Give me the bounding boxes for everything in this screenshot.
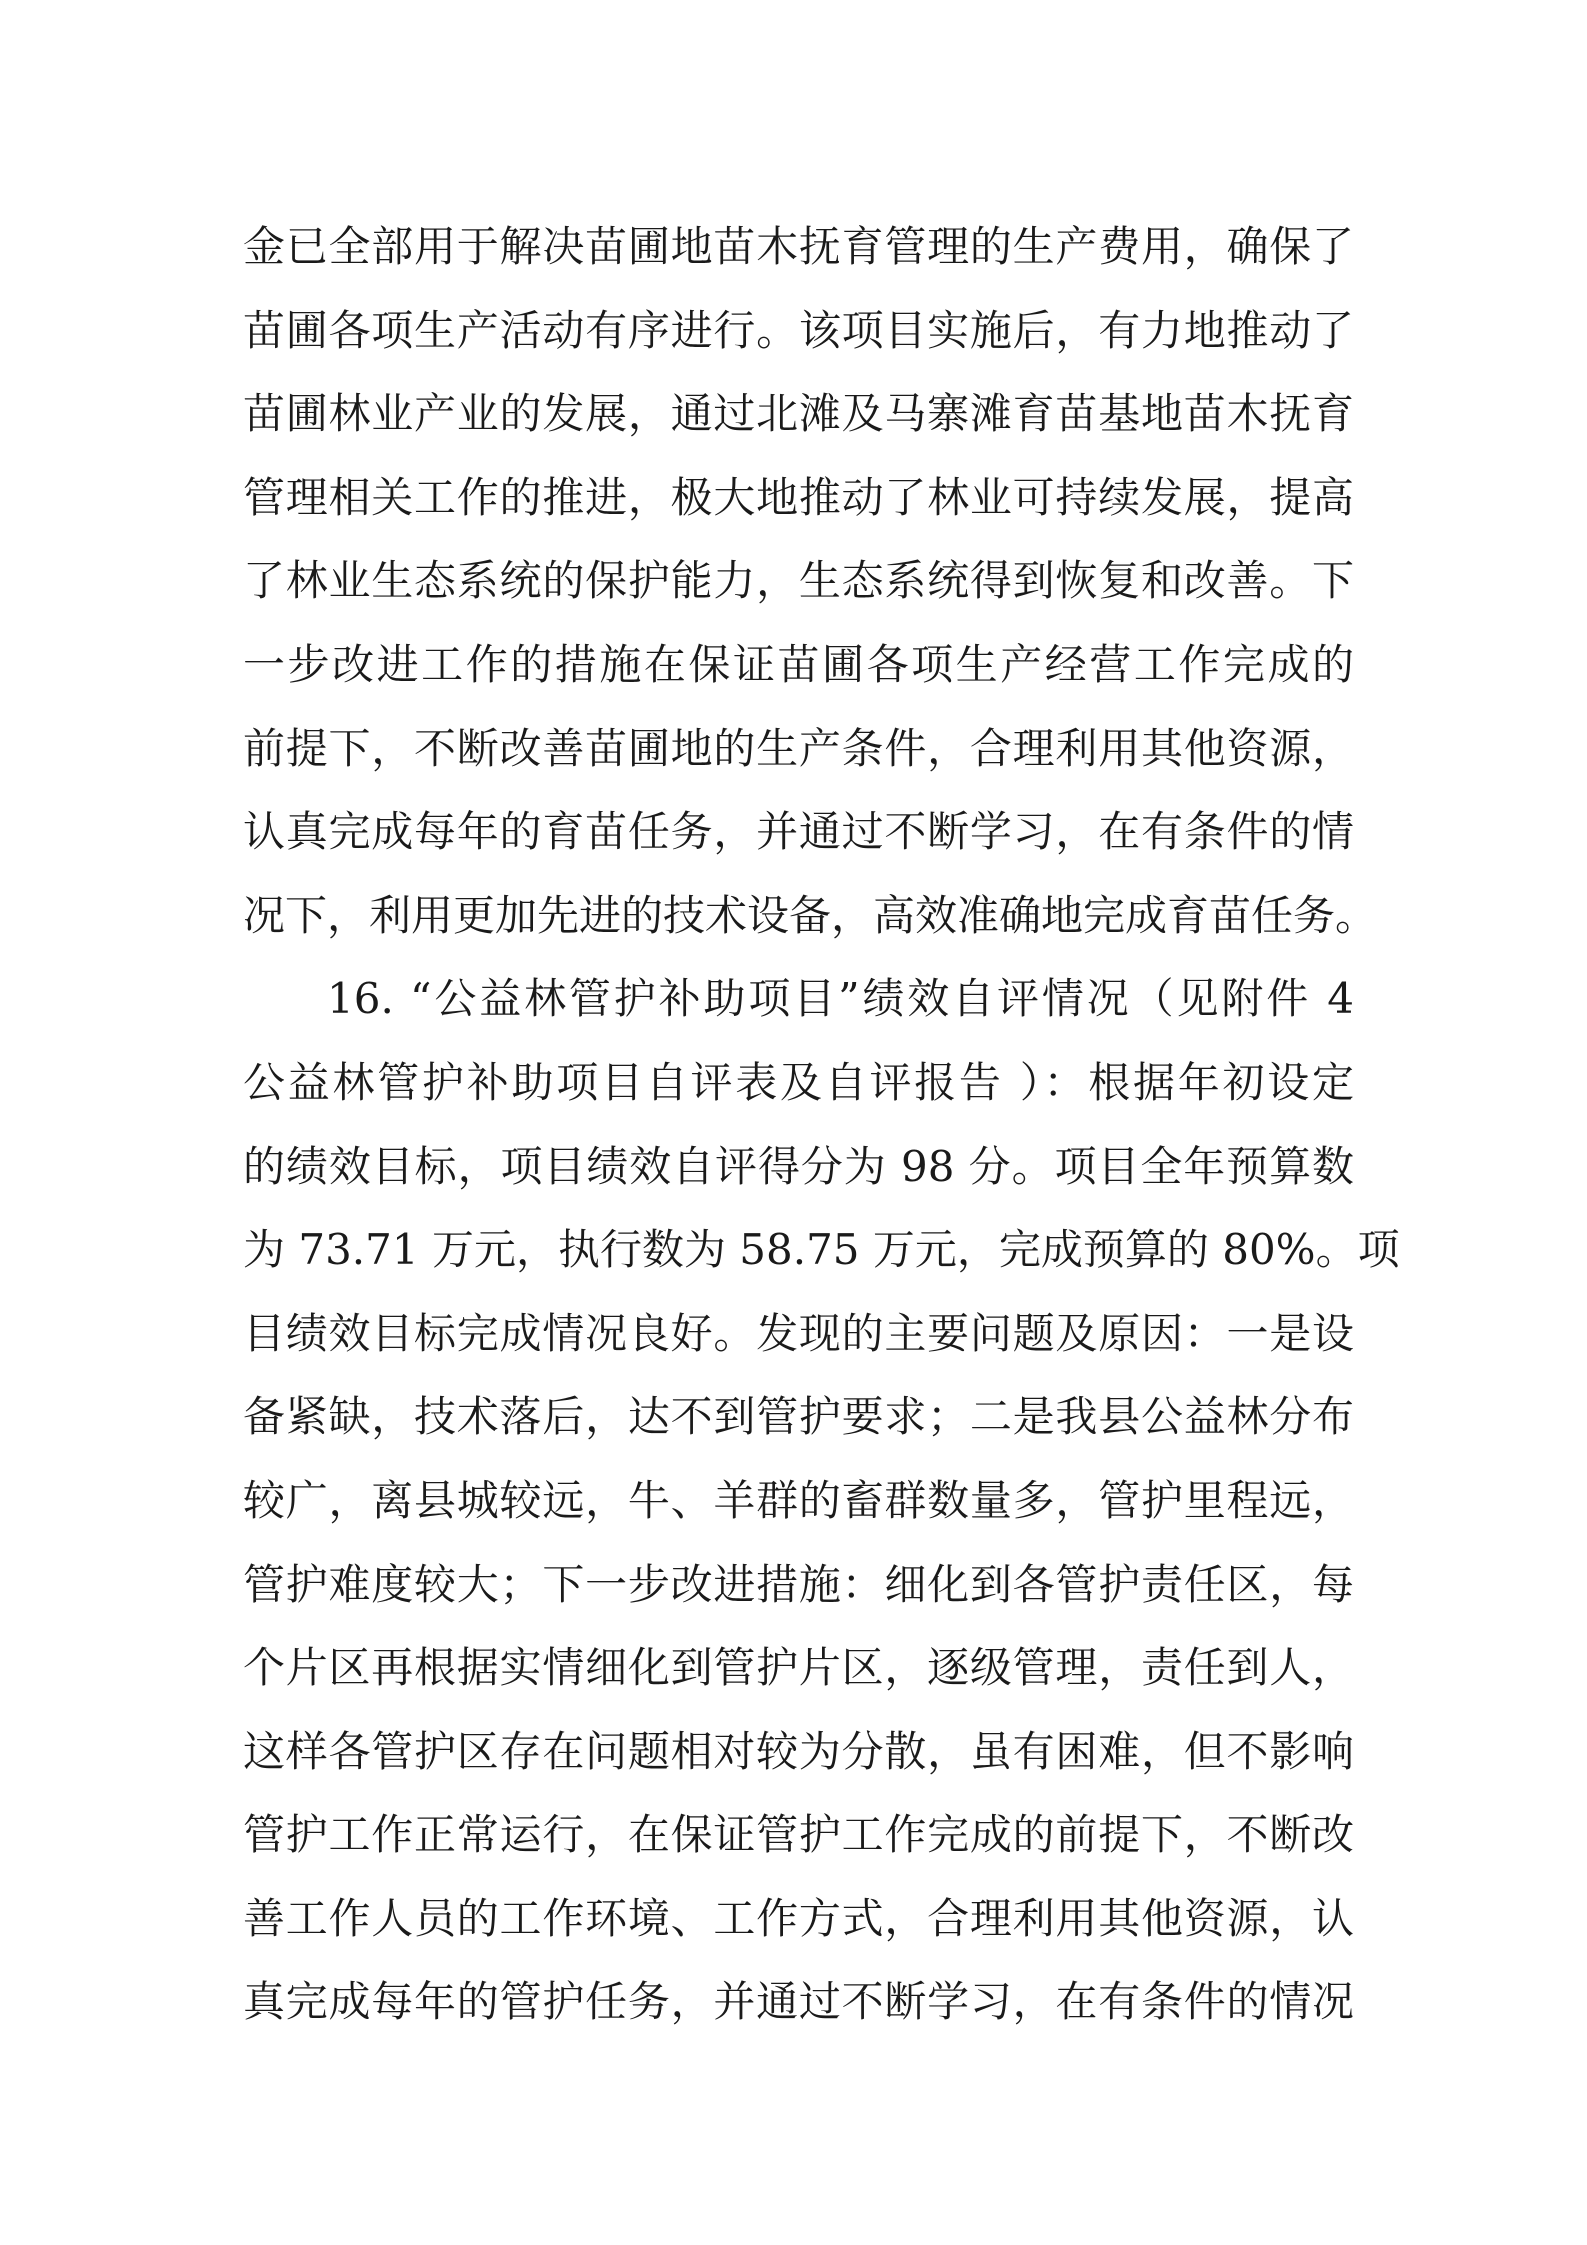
text-line: 管护工作正常运行，在保证管护工作完成的前提下，不断改 xyxy=(243,1810,1354,1860)
text-line: 公益林管护补助项目自评表及自评报告 ）：根据年初设定 xyxy=(243,1057,1354,1107)
body-text xyxy=(243,205,1400,2044)
text-line: 苗圃林业产业的发展，通过北滩及马寨滩育苗基地苗木抚育 xyxy=(243,389,1354,439)
paragraph-project-16 xyxy=(243,957,1400,2044)
paragraph-project-15-continued xyxy=(243,205,1378,957)
text-line: 管护难度较大；下一步改进措施：细化到各管护责任区，每 xyxy=(243,1559,1354,1609)
text-line: 管理相关工作的推进，极大地推动了林业可持续发展，提高 xyxy=(243,472,1354,522)
text-line: 况下，利用更加先进的技术设备，高效准确地完成育苗任务。 xyxy=(243,890,1378,940)
text-line: 前提下，不断改善苗圃地的生产条件，合理利用其他资源， xyxy=(243,723,1354,773)
text-line: 16. “公益林管护补助项目”绩效自评情况（见附件 4 xyxy=(327,974,1354,1024)
text-line: 善工作人员的工作环境、工作方式，合理利用其他资源，认 xyxy=(243,1893,1354,1943)
text-line: 一步改进工作的措施在保证苗圃各项生产经营工作完成的 xyxy=(243,639,1354,689)
text-line: 了林业生态系统的保护能力，生态系统得到恢复和改善。下 xyxy=(243,556,1354,606)
text-line: 认真完成每年的育苗任务，并通过不断学习，在有条件的情 xyxy=(243,807,1354,857)
text-line: 备紧缺，技术落后，达不到管护要求；二是我县公益林分布 xyxy=(243,1392,1354,1442)
text-line: 真完成每年的管护任务，并通过不断学习，在有条件的情况 xyxy=(243,1977,1354,2027)
text-line: 为 73.71 万元，执行数为 58.75 万元，完成预算的 80%。项 xyxy=(243,1225,1400,1275)
text-line: 金已全部用于解决苗圃地苗木抚育管理的生产费用，确保了 xyxy=(243,222,1354,271)
text-line: 目绩效目标完成情况良好。发现的主要问题及原因：一是设 xyxy=(243,1308,1354,1358)
text-line: 的绩效目标，项目绩效自评得分为 98 分。项目全年预算数 xyxy=(243,1141,1354,1191)
text-line: 个片区再根据实情细化到管护片区，逐级管理，责任到人， xyxy=(243,1643,1354,1693)
text-line: 这样各管护区存在问题相对较为分散，虽有困难，但不影响 xyxy=(243,1726,1354,1776)
text-line: 较广，离县城较远，牛、羊群的畜群数量多，管护里程远， xyxy=(243,1475,1354,1525)
text-line: 苗圃各项生产活动有序进行。该项目实施后，有力地推动了 xyxy=(243,305,1354,355)
